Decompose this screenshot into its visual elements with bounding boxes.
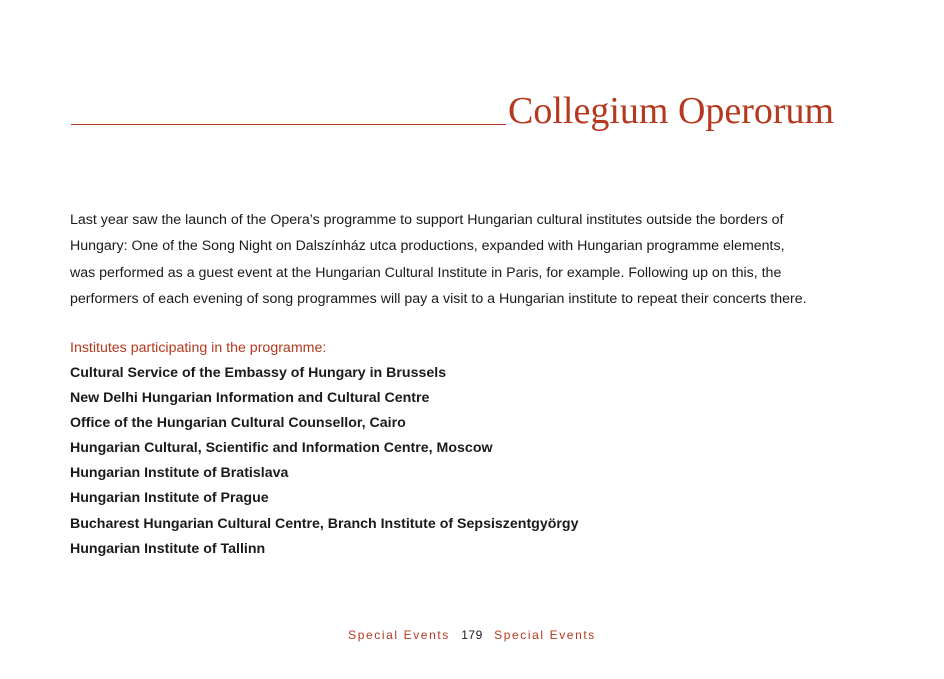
institute-list — [70, 361, 870, 562]
list-item: Hungarian Institute of Prague — [70, 490, 269, 507]
list-item: Office of the Hungarian Cultural Counsellor, Cairo — [70, 415, 406, 432]
list-item: New Delhi Hungarian Information and Cultural Centre — [70, 390, 430, 407]
intro-line: Last year saw the launch of the Opera’s programme to support Hungarian cultural institutes outside the borders of — [70, 212, 784, 228]
intro-line: Hungary: One of the Song Night on Dalszínház utca productions, expanded with Hungarian programme elements, — [70, 238, 785, 255]
list-item: Bucharest Hungarian Cultural Centre, Branch Institute of Sepsiszentgyörgy — [70, 515, 579, 532]
title-rule — [71, 124, 506, 125]
intro-paragraph — [70, 207, 870, 312]
page-title: Collegium Operorum — [508, 90, 835, 132]
list-item: Hungarian Cultural, Scientific and Information Centre, Moscow — [70, 440, 493, 457]
list-item: Hungarian Institute of Tallinn — [70, 540, 266, 557]
intro-line: performers of each evening of song programmes will pay a visit to a Hungarian institute to repeat their concerts there. — [70, 290, 807, 307]
page-footer — [0, 626, 944, 644]
footer-section-left: Special Events — [348, 628, 450, 642]
institutes-heading: Institutes participating in the programme: — [70, 340, 327, 356]
intro-line: was performed as a guest event at the Hungarian Cultural Institute in Paris, for example. Following up on this, the — [70, 264, 782, 281]
list-item: Hungarian Institute of Bratislava — [70, 465, 289, 482]
institutes-section — [70, 336, 870, 562]
page-number: 179 — [461, 628, 483, 642]
footer-section-right: Special Events — [494, 628, 596, 642]
list-item: Cultural Service of the Embassy of Hungary in Brussels — [70, 365, 447, 381]
